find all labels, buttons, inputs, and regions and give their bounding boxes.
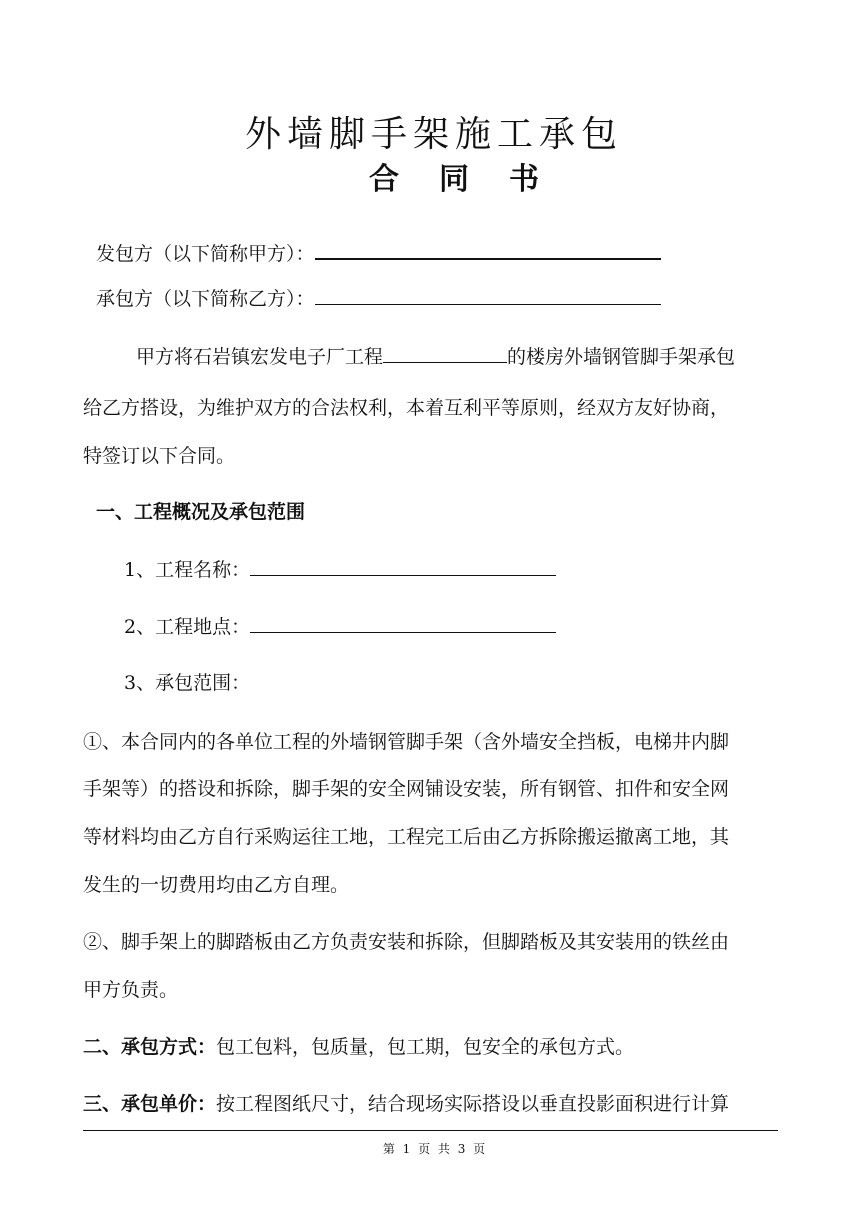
footer-divider (83, 1130, 778, 1131)
section2-heading: 二、承包方式： (83, 1036, 217, 1058)
section2-text: 包工包料，包质量，包工期，包安全的承包方式。 (216, 1036, 635, 1058)
contractor-label: 承包方（以下简称乙方）： (96, 288, 315, 310)
intro-line1-after: 的楼房外墙钢管脚手架承包 (507, 346, 736, 368)
scope1-line: 手架等）的搭设和拆除，脚手架的安全网铺设安装，所有钢管、扣件和安全网 (83, 778, 730, 800)
contractor-line (96, 286, 661, 311)
project-location-label: 2、工程地点： (124, 616, 251, 638)
project-location-line (124, 614, 556, 639)
scope1-line: ①、本合同内的各单位工程的外墙钢管脚手架（含外墙安全挡板，电梯井内脚 (83, 731, 730, 753)
document-title-line1: 外墙脚手架施工承包 (244, 114, 623, 155)
intro-line-1 (136, 344, 735, 369)
page-number: 第 1 页 共 3 页 (382, 1142, 486, 1156)
section3-text: 按工程图纸尺寸，结合现场实际搭设以垂直投影面积进行计算 (216, 1093, 730, 1115)
document-title-line2: 合同书 (369, 162, 579, 197)
section3-line (83, 1092, 729, 1116)
intro-line-3: 特签订以下合同。 (83, 445, 236, 467)
section2-line (83, 1035, 634, 1059)
project-name-inline-blank[interactable] (383, 344, 507, 363)
scope1-line: 等材料均由乙方自行采购运往工地，工程完工后由乙方拆除搬运撤离工地，其 (83, 826, 730, 848)
project-name-line (124, 557, 556, 582)
employer-blank[interactable] (315, 240, 661, 260)
scope1-line: 发生的一切费用均由乙方自理。 (83, 874, 350, 896)
project-name-blank[interactable] (250, 557, 556, 576)
project-name-label: 1、工程名称： (124, 559, 251, 581)
intro-line-2: 给乙方搭设，为维护双方的合法权利，本着互利平等原则，经双方友好协商， (83, 397, 730, 419)
project-location-blank[interactable] (250, 614, 556, 633)
intro-line1-before: 甲方将石岩镇宏发电子厂工程 (136, 346, 384, 368)
scope2-line: 甲方负责。 (83, 979, 179, 1001)
scope-label: 3、承包范围： (124, 672, 251, 694)
section3-heading: 三、承包单价： (83, 1093, 217, 1115)
section1-heading: 一、工程概况及承包范围 (96, 501, 306, 523)
employer-label: 发包方（以下简称甲方）： (96, 243, 315, 265)
employer-line (96, 240, 661, 266)
contractor-blank[interactable] (315, 286, 661, 305)
scope2-line: ②、脚手架上的脚踏板由乙方负责安装和拆除，但脚踏板及其安装用的铁丝由 (83, 931, 730, 953)
